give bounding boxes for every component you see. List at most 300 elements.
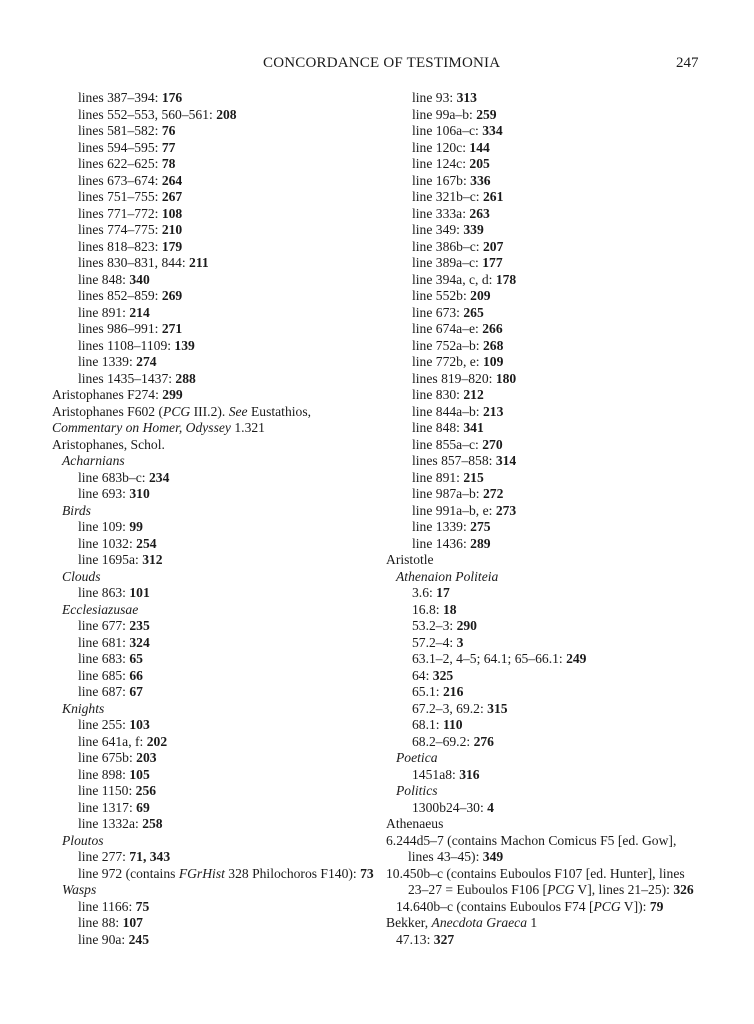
index-entry — [52, 767, 372, 784]
entry-text: line 683b–c: — [78, 469, 149, 485]
page-ref: 340 — [129, 271, 150, 287]
entry-text: line 683: — [78, 651, 130, 666]
index-entry — [52, 486, 372, 503]
page-ref: 234 — [148, 469, 170, 485]
index-entry — [386, 305, 704, 322]
entry-text: line 752a–b: — [412, 337, 483, 353]
page-ref: 245 — [128, 931, 149, 947]
entry-text: 68.2–69.2: — [412, 733, 474, 749]
entry-text: line 1436: — [412, 535, 471, 551]
entry-text: Aristophanes F274: — [52, 387, 163, 402]
page-ref: 290 — [456, 618, 477, 633]
left-column — [52, 90, 372, 948]
entry-text: 53.2–3: — [412, 618, 457, 633]
page-ref: 78 — [161, 156, 176, 171]
page-ref: 261 — [482, 189, 504, 204]
index-entry — [386, 519, 704, 536]
entry-text: line 677: — [78, 618, 130, 633]
page-ref: 178 — [495, 271, 517, 287]
page-ref: 288 — [175, 370, 196, 386]
index-entry — [52, 189, 372, 206]
entry-text: PCG — [547, 882, 575, 897]
subentry-heading — [52, 833, 372, 850]
page-ref: 325 — [432, 667, 454, 683]
index-entry — [52, 338, 372, 355]
page-ref: 267 — [161, 189, 183, 204]
page-ref: 259 — [476, 106, 497, 122]
entry-text: lines 852–859: — [78, 288, 162, 303]
index-entry — [52, 371, 372, 388]
entry-text: Commentary on Homer, Odyssey — [52, 420, 231, 435]
entry-text: Athenaeus — [386, 816, 444, 831]
entry-text: See — [228, 403, 248, 419]
entry-text: Bekker, — [386, 915, 432, 930]
page-ref: 249 — [566, 651, 587, 666]
page-ref: 339 — [463, 222, 484, 237]
entry-text: line 891: — [78, 304, 130, 320]
main-entry — [386, 816, 704, 833]
index-entry — [52, 618, 372, 635]
subentry-heading — [52, 701, 372, 718]
entry-text: V], lines 21–25): — [574, 882, 674, 897]
index-entry — [386, 635, 704, 652]
entry-text: line 552b: — [412, 288, 471, 303]
entry-text: lines 1108–1109: — [78, 337, 175, 353]
index-entry — [386, 288, 704, 305]
entry-text: line 93: — [412, 90, 457, 105]
page-ref: 109 — [482, 354, 504, 369]
main-entry — [386, 915, 704, 932]
entry-text: lines 387–394: — [78, 90, 162, 105]
page-ref: 180 — [495, 370, 517, 386]
index-entry — [386, 371, 704, 388]
entry-text: Politics — [396, 783, 438, 798]
index-entry — [52, 321, 372, 338]
entry-text: line 848: — [78, 271, 130, 287]
page-ref: 215 — [463, 469, 484, 485]
index-entry — [386, 404, 704, 421]
page-ref: 73 — [360, 865, 374, 881]
entry-text: line 1150: — [78, 783, 136, 798]
index-entry — [52, 717, 372, 734]
index-entry — [386, 486, 704, 503]
index-entry — [52, 222, 372, 239]
entry-text: line 109: — [78, 519, 130, 534]
index-entry — [52, 239, 372, 256]
index-entry — [386, 354, 704, 371]
page-ref: 265 — [463, 304, 484, 320]
index-entry — [52, 519, 372, 536]
entry-text: line 641a, f: — [78, 733, 147, 749]
index-entry — [386, 701, 704, 718]
entry-text: 1451a8: — [412, 766, 460, 782]
index-entry — [386, 470, 704, 487]
entry-text: Aristophanes, Schol. — [52, 436, 165, 452]
entry-text: line 1339: — [78, 354, 137, 369]
index-entry — [52, 635, 372, 652]
entry-text: line 321b–c: — [412, 189, 483, 204]
index-entry — [52, 932, 372, 949]
index-entry — [386, 90, 704, 107]
entry-text: line 675b: — [78, 750, 137, 765]
entry-text: line 106a–c: — [412, 123, 483, 138]
entry-text: V]): — [620, 898, 650, 914]
entry-text: Poetica — [396, 750, 438, 765]
index-entry — [52, 552, 372, 569]
entry-text: line 987a–b: — [412, 486, 483, 501]
index-entry — [386, 684, 704, 701]
entry-text: line 674a–e: — [412, 321, 483, 336]
subentry-heading — [52, 882, 372, 899]
entry-text: lines 581–582: — [78, 123, 162, 138]
entry-text: line 394a, c, d: — [412, 271, 496, 287]
entry-text: line 681: — [78, 634, 130, 650]
index-entry — [386, 189, 704, 206]
index-entry — [386, 932, 704, 949]
entry-text: line 673: — [412, 304, 464, 320]
index-entry — [386, 321, 704, 338]
entry-text: lines 1435–1437: — [78, 370, 176, 386]
entry-text: line 863: — [78, 585, 130, 600]
entry-text: Aristophanes F602 ( — [52, 403, 164, 419]
index-entry — [386, 140, 704, 157]
page-ref: 71, 343 — [129, 849, 171, 864]
entry-text: 6.244d5–7 (contains Machon Comicus F5 [ed. Gow], lines 43–45): — [386, 832, 677, 864]
page-ref: 99 — [129, 519, 143, 534]
index-entry — [52, 288, 372, 305]
page-ref: 211 — [189, 255, 209, 270]
page-ref: 266 — [482, 321, 503, 336]
subentry-heading — [386, 569, 704, 586]
index-entry — [52, 899, 372, 916]
page-ref: 69 — [136, 799, 150, 815]
index-entry — [386, 123, 704, 140]
entry-text: 64: — [412, 667, 433, 683]
entry-text: FGrHist — [178, 865, 225, 881]
entry-text: Eustathios, — [247, 403, 312, 419]
page-ref: 268 — [482, 337, 504, 353]
index-entry — [52, 651, 372, 668]
entry-text: line 386b–c: — [412, 238, 483, 254]
entry-text: line 1332a: — [78, 816, 143, 831]
page-ref: 139 — [174, 337, 195, 353]
entry-text: Anecdota Graeca — [431, 915, 528, 930]
entry-text: Aristotle — [386, 552, 434, 567]
page-ref: 324 — [129, 634, 150, 650]
entry-text: PCG — [163, 403, 191, 419]
page-ref: 214 — [129, 304, 150, 320]
entry-text: Birds — [62, 502, 91, 518]
page-ref: 103 — [129, 717, 150, 732]
page-ref: 17 — [436, 585, 450, 600]
entry-text: 16.8: — [412, 601, 443, 617]
entry-text: 67.2–3, 69.2: — [412, 700, 488, 716]
index-entry — [52, 123, 372, 140]
page-ref: 18 — [442, 601, 457, 617]
page-ref: 235 — [129, 618, 150, 633]
index-entry — [386, 222, 704, 239]
entry-text: line 898: — [78, 766, 130, 782]
index-entry — [386, 585, 704, 602]
entry-text: 3.6: — [412, 585, 437, 600]
page-ref: 212 — [463, 387, 484, 402]
entry-text: lines 774–775: — [78, 222, 162, 237]
entry-text: lines 819–820: — [412, 370, 496, 386]
running-title: CONCORDANCE OF TESTIMONIA — [263, 55, 501, 71]
page-ref: 299 — [162, 387, 183, 402]
page-ref: 263 — [469, 205, 490, 221]
index-entry — [52, 90, 372, 107]
page-ref: 213 — [482, 403, 504, 419]
page-ref: 256 — [135, 783, 157, 798]
index-entry — [52, 173, 372, 190]
page-ref: 313 — [456, 90, 477, 105]
page-ref: 144 — [469, 139, 490, 155]
page-ref: 79 — [649, 898, 664, 914]
page-ref: 315 — [487, 700, 508, 716]
index-entry — [386, 866, 704, 899]
page-ref: 310 — [129, 486, 150, 501]
entry-text: line 167b: — [412, 172, 471, 188]
page-ref: 327 — [433, 931, 455, 947]
entry-text: lines 771–772: — [78, 205, 162, 221]
entry-text: line 1166: — [78, 898, 136, 914]
page-ref: 258 — [142, 816, 163, 831]
entry-text: PCG — [593, 898, 621, 914]
page-ref: 65 — [129, 651, 143, 666]
index-entry — [386, 206, 704, 223]
page-ref: 312 — [142, 552, 163, 567]
index-entry — [386, 503, 704, 520]
subentry-heading — [52, 503, 372, 520]
page-ref: 76 — [161, 123, 176, 138]
entry-text: line 90a: — [78, 931, 129, 947]
index-entry — [52, 668, 372, 685]
page-ref: 349 — [482, 849, 504, 864]
index-entry — [386, 800, 704, 817]
page-ref: 270 — [482, 436, 503, 452]
page-ref: 107 — [122, 915, 143, 930]
page-ref: 275 — [470, 519, 491, 534]
index-entry — [386, 420, 704, 437]
page-ref: 334 — [482, 123, 503, 138]
page-ref: 254 — [136, 535, 157, 551]
index-entry — [52, 255, 372, 272]
entry-text: Knights — [62, 700, 105, 716]
entry-text: lines 986–991: — [78, 321, 162, 336]
entry-text: line 1339: — [412, 519, 471, 534]
page-ref: 271 — [161, 321, 183, 336]
main-entry — [52, 387, 372, 404]
page-number: 247 — [676, 55, 699, 71]
page-ref: 269 — [161, 288, 183, 303]
entry-text: line 389a–c: — [412, 255, 483, 270]
page-ref: 326 — [673, 882, 694, 897]
main-entry — [52, 437, 372, 454]
page-ref: 110 — [442, 717, 463, 732]
entry-text: 65.1: — [412, 684, 443, 699]
index-entry — [386, 453, 704, 470]
entry-text: line 1317: — [78, 799, 137, 815]
entry-text: lines 818–823: — [78, 238, 162, 254]
entry-text: line 99a–b: — [412, 106, 477, 122]
page-ref: 276 — [473, 733, 494, 749]
page-ref: 177 — [482, 255, 503, 270]
index-entry — [52, 354, 372, 371]
index-entry — [386, 437, 704, 454]
index-entry — [52, 585, 372, 602]
index-entry — [386, 173, 704, 190]
index-entry — [52, 734, 372, 751]
index-entry — [386, 255, 704, 272]
page-ref: 3 — [456, 634, 464, 650]
index-entry — [52, 915, 372, 932]
entry-text: line 848: — [412, 420, 464, 435]
entry-text: 68.1: — [412, 717, 443, 732]
subentry-heading — [52, 602, 372, 619]
page-ref: 272 — [482, 486, 504, 501]
entry-text: line 891: — [412, 469, 464, 485]
index-entry — [386, 767, 704, 784]
running-header — [0, 55, 754, 75]
entry-text: line 120c: — [412, 139, 470, 155]
entry-text: 57.2–4: — [412, 634, 457, 650]
entry-text: 14.640b–c (contains Euboulos F74 [ — [396, 898, 594, 914]
entry-text: Ploutos — [62, 832, 104, 848]
index-entry — [386, 387, 704, 404]
index-entry — [52, 684, 372, 701]
entry-text: 328 Philochoros F140): — [224, 865, 361, 881]
page-ref: 205 — [469, 156, 490, 171]
entry-text: line 333a: — [412, 205, 470, 221]
entry-text: 1.321 — [230, 420, 265, 435]
page-ref: 274 — [136, 354, 157, 369]
entry-text: line 687: — [78, 684, 130, 699]
entry-text: line 772b, e: — [412, 354, 483, 369]
entry-text: line 277: — [78, 849, 130, 864]
entry-text: line 991a–b, e: — [412, 502, 496, 518]
page-ref: 4 — [487, 799, 494, 815]
page-ref: 273 — [495, 502, 517, 518]
entry-text: Clouds — [62, 568, 101, 584]
entry-text: Wasps — [62, 882, 97, 897]
entry-text: line 255: — [78, 717, 130, 732]
entry-text: line 693: — [78, 486, 130, 501]
page-ref: 75 — [135, 898, 150, 914]
index-entry — [52, 140, 372, 157]
page-ref: 316 — [459, 766, 480, 782]
page-ref: 202 — [146, 733, 168, 749]
entry-text: 47.13: — [396, 931, 434, 947]
index-entry — [386, 833, 704, 866]
page-ref: 314 — [495, 453, 517, 468]
entry-text: Athenaion Politeia — [396, 568, 499, 584]
entry-text: lines 594–595: — [78, 139, 162, 155]
entry-text: 10.450b–c (contains Euboulos F107 [ed. Hunter], lines 23–27 = Euboulos F106 [ — [386, 865, 685, 897]
index-entry — [52, 107, 372, 124]
entry-text: 1 — [527, 915, 538, 930]
entry-text: line 1032: — [78, 535, 137, 551]
page-ref: 341 — [463, 420, 484, 435]
page-ref: 209 — [470, 288, 491, 303]
entry-text: line 1695a: — [78, 552, 143, 567]
index-entry — [52, 536, 372, 553]
index-entry — [52, 206, 372, 223]
index-entry — [386, 602, 704, 619]
page-ref: 105 — [129, 766, 150, 782]
page-ref: 66 — [129, 667, 143, 683]
main-entry — [52, 404, 372, 437]
page-ref: 179 — [161, 238, 183, 254]
index-entry — [52, 470, 372, 487]
index-entry — [386, 668, 704, 685]
subentry-heading — [386, 783, 704, 800]
page-ref: 336 — [470, 172, 491, 188]
index-entry — [386, 651, 704, 668]
entry-text: lines 751–755: — [78, 189, 162, 204]
page-ref: 210 — [161, 222, 183, 237]
index-entry — [52, 783, 372, 800]
page-ref: 216 — [442, 684, 464, 699]
entry-text: line 349: — [412, 222, 464, 237]
page-ref: 77 — [161, 139, 176, 155]
index-entry — [52, 800, 372, 817]
subentry-heading — [52, 453, 372, 470]
entry-text: line 972 (contains — [78, 865, 179, 881]
index-entry — [386, 338, 704, 355]
entry-text: 63.1–2, 4–5; 64.1; 65–66.1: — [412, 651, 567, 666]
entry-text: line 124c: — [412, 156, 470, 171]
entry-text: lines 830–831, 844: — [78, 255, 190, 270]
index-entry — [386, 239, 704, 256]
index-entry — [52, 866, 372, 883]
index-entry — [386, 156, 704, 173]
page-ref: 208 — [216, 106, 237, 122]
entry-text: line 855a–c: — [412, 436, 483, 452]
entry-text: Ecclesiazusae — [62, 601, 139, 617]
index-entry — [52, 156, 372, 173]
page-ref: 108 — [161, 205, 183, 221]
subentry-heading — [52, 569, 372, 586]
main-entry — [386, 552, 704, 569]
page-ref: 203 — [136, 750, 157, 765]
index-entry — [386, 536, 704, 553]
index-entry — [386, 717, 704, 734]
page-ref: 264 — [161, 172, 183, 188]
entry-text: 1300b24–30: — [412, 799, 488, 815]
page-ref: 289 — [470, 535, 491, 551]
index-entry — [52, 305, 372, 322]
index-entry — [386, 107, 704, 124]
right-column — [386, 90, 704, 948]
entry-text: lines 552–553, 560–561: — [78, 106, 217, 122]
entry-text: line 844a–b: — [412, 403, 483, 419]
index-entry — [52, 816, 372, 833]
subentry-heading — [386, 750, 704, 767]
page-ref: 101 — [129, 585, 150, 600]
entry-text: line 830: — [412, 387, 464, 402]
index-entry — [52, 750, 372, 767]
index-entry — [52, 849, 372, 866]
entry-text: line 88: — [78, 915, 123, 930]
entry-text: Acharnians — [62, 453, 125, 468]
index-entry — [386, 618, 704, 635]
entry-text: line 685: — [78, 667, 130, 683]
entry-text: III.2). — [190, 403, 229, 419]
index-entry — [386, 734, 704, 751]
index-entry — [52, 272, 372, 289]
page-ref: 176 — [161, 90, 183, 105]
